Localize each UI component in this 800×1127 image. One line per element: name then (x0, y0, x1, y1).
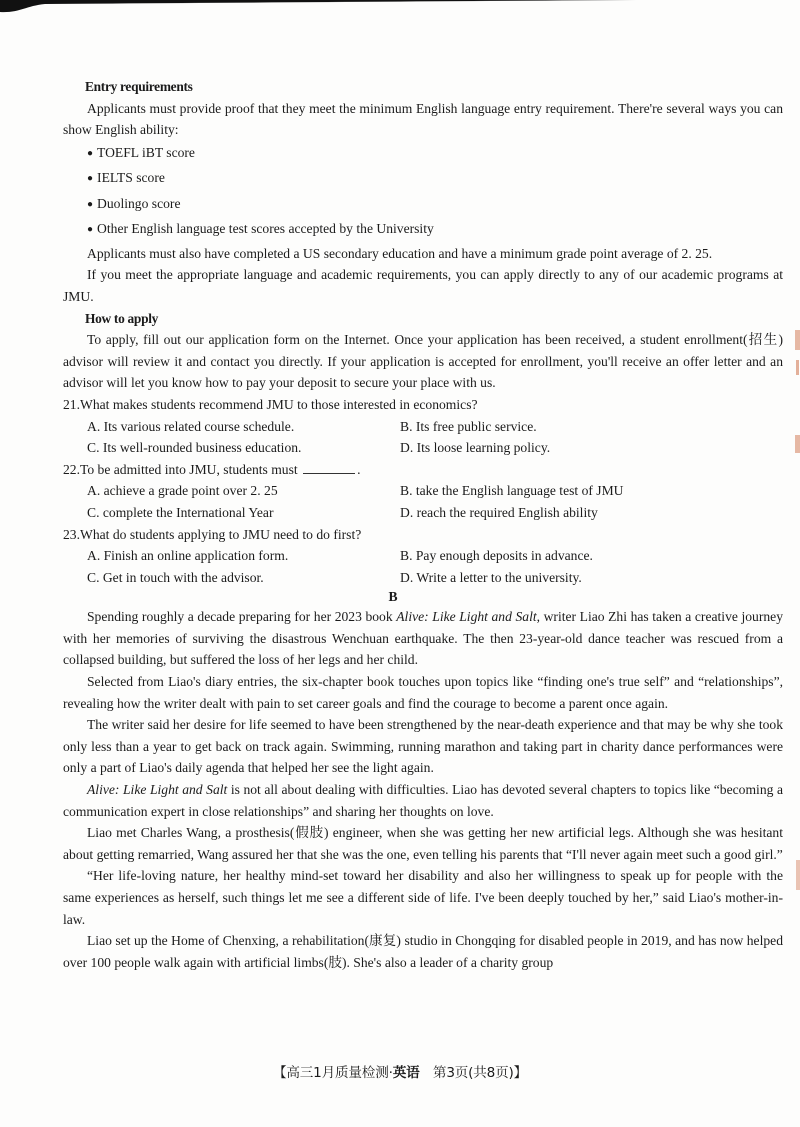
passage-b-paragraph-7: Liao set up the Home of Chenxing, a rehabilitation(康复) studio in Chongqing for disabled people in 2019, and has now helped over 100 people walk again with artificial limbs(肢). She's also a leader of a charity group (63, 933, 783, 970)
footer-exam-name: 【高三1月质量检测· (273, 1065, 393, 1081)
option-a: A. Finish an online application form. (87, 548, 289, 564)
option-c: C. Get in touch with the advisor. (87, 569, 264, 585)
question-stem: What do students applying to JMU need to do first? (80, 526, 362, 542)
question-21 (63, 394, 783, 459)
question-number: 22. (63, 461, 80, 477)
passage-b-paragraph-5: Liao met Charles Wang, a prosthesis(假肢) engineer, when she was getting her new artificial legs. Although she was hesitant about getting remarried, Wang assured her that she was the one, even telling his parents that “I'll never again meet such a good girl.” (63, 825, 783, 862)
option-d: D. Write a letter to the university. (400, 569, 582, 585)
list-item: ● Duolingo score (87, 192, 783, 218)
option-a: A. achieve a grade point over 2. 25 (87, 483, 278, 499)
option-b: B. take the English language test of JMU (400, 483, 624, 499)
question-number: 21. (63, 396, 80, 412)
how-to-apply-heading: How to apply (85, 310, 159, 326)
passage-b-paragraph-4 (63, 779, 783, 822)
question-23 (63, 524, 783, 589)
list-item: ● Other English language test scores accepted by the University (87, 217, 783, 243)
exam-page (63, 76, 783, 973)
english-test-list (63, 141, 783, 243)
book-title: Alive: Like Light and Salt (396, 609, 537, 625)
passage-b-paragraph-3: The writer said her desire for life seemed to have been strengthened by the near-death experience and that may be why she took only less than a year to get back on track again. Swimming, running marathon and taking part in charity dance performances were only a part of Liao's daily agenda that helped her see the light again. (63, 717, 783, 776)
book-title: Alive: Like Light and Salt (87, 782, 228, 798)
passage-b-paragraph-1 (63, 606, 783, 671)
entry-requirements-heading: Entry requirements (85, 79, 193, 94)
list-item: ● IELTS score (87, 166, 783, 192)
apply-directly-paragraph: If you meet the appropriate language and academic requirements, you can apply directly to any of our academic programs at JMU. (63, 267, 783, 304)
scan-edge-shadow (0, 0, 800, 14)
question-stem: To be admitted into JMU, students must (80, 461, 298, 477)
gpa-paragraph: Applicants must also have completed a US secondary education and have a minimum grade point average of 2. 25. (87, 245, 713, 261)
question-22 (63, 459, 783, 524)
section-b-label: B (388, 589, 398, 605)
text: , writer Liao Zhi has taken a creative journey with her memories of surviving the disastrous Wenchuan earthquake. The then 23-year-old dance teacher was rescued from a collapsed building, but suffered the loss of her legs and her child. (63, 609, 783, 668)
option-a: A. Its various related course schedule. (87, 418, 295, 434)
list-item: ● TOEFL iBT score (87, 141, 783, 167)
text: Spending roughly a decade preparing for her 2023 book (87, 609, 397, 625)
option-b: B. Its free public service. (400, 418, 537, 434)
footer-subject: 英语 (392, 1065, 420, 1081)
option-b: B. Pay enough deposits in advance. (400, 548, 593, 564)
apply-paragraph: To apply, fill out our application form on the Internet. Once your application has been received, a student enrollment(招生) advisor will review it and contact you directly. If your application is accepted for enrollment, you'll receive an offer letter and an advisor will let you know how to pay your deposit to secure your place with us. (63, 332, 783, 391)
page-footer (0, 1061, 800, 1081)
text: is not all about dealing with difficulties. Liao has devoted several chapters to topics like “becoming a communication expert in close relationships” and sharing her thoughts on love. (63, 782, 783, 819)
stem-period: . (357, 461, 361, 477)
option-c: C. Its well-rounded business education. (87, 440, 302, 456)
scan-edge-marks (792, 300, 800, 900)
entry-intro-paragraph: Applicants must provide proof that they meet the minimum English language entry requirement. There're several ways you can show English ability: (63, 100, 783, 138)
option-c: C. complete the International Year (87, 504, 274, 520)
passage-b-paragraph-6: “Her life-loving nature, her healthy mind-set toward her disability and also her willingness to speak up for people with the same experiences as herself, such things let me see a different side of life. I've been deeply touched by her,” said Liao's mother-in-law. (63, 868, 783, 927)
question-stem: What makes students recommend JMU to those interested in economics? (80, 396, 478, 412)
passage-b-paragraph-2: Selected from Liao's diary entries, the six-chapter book touches upon topics like “finding one's true self” and “relationships”, revealing how the writer dealt with pain to set career goals and find the courage to become a parent once again. (63, 674, 783, 711)
question-number: 23. (63, 526, 80, 542)
option-d: D. reach the required English ability (400, 504, 598, 520)
footer-page-number: 第3页(共8页)】 (419, 1065, 527, 1081)
answer-blank (303, 461, 355, 474)
option-d: D. Its loose learning policy. (400, 440, 551, 456)
